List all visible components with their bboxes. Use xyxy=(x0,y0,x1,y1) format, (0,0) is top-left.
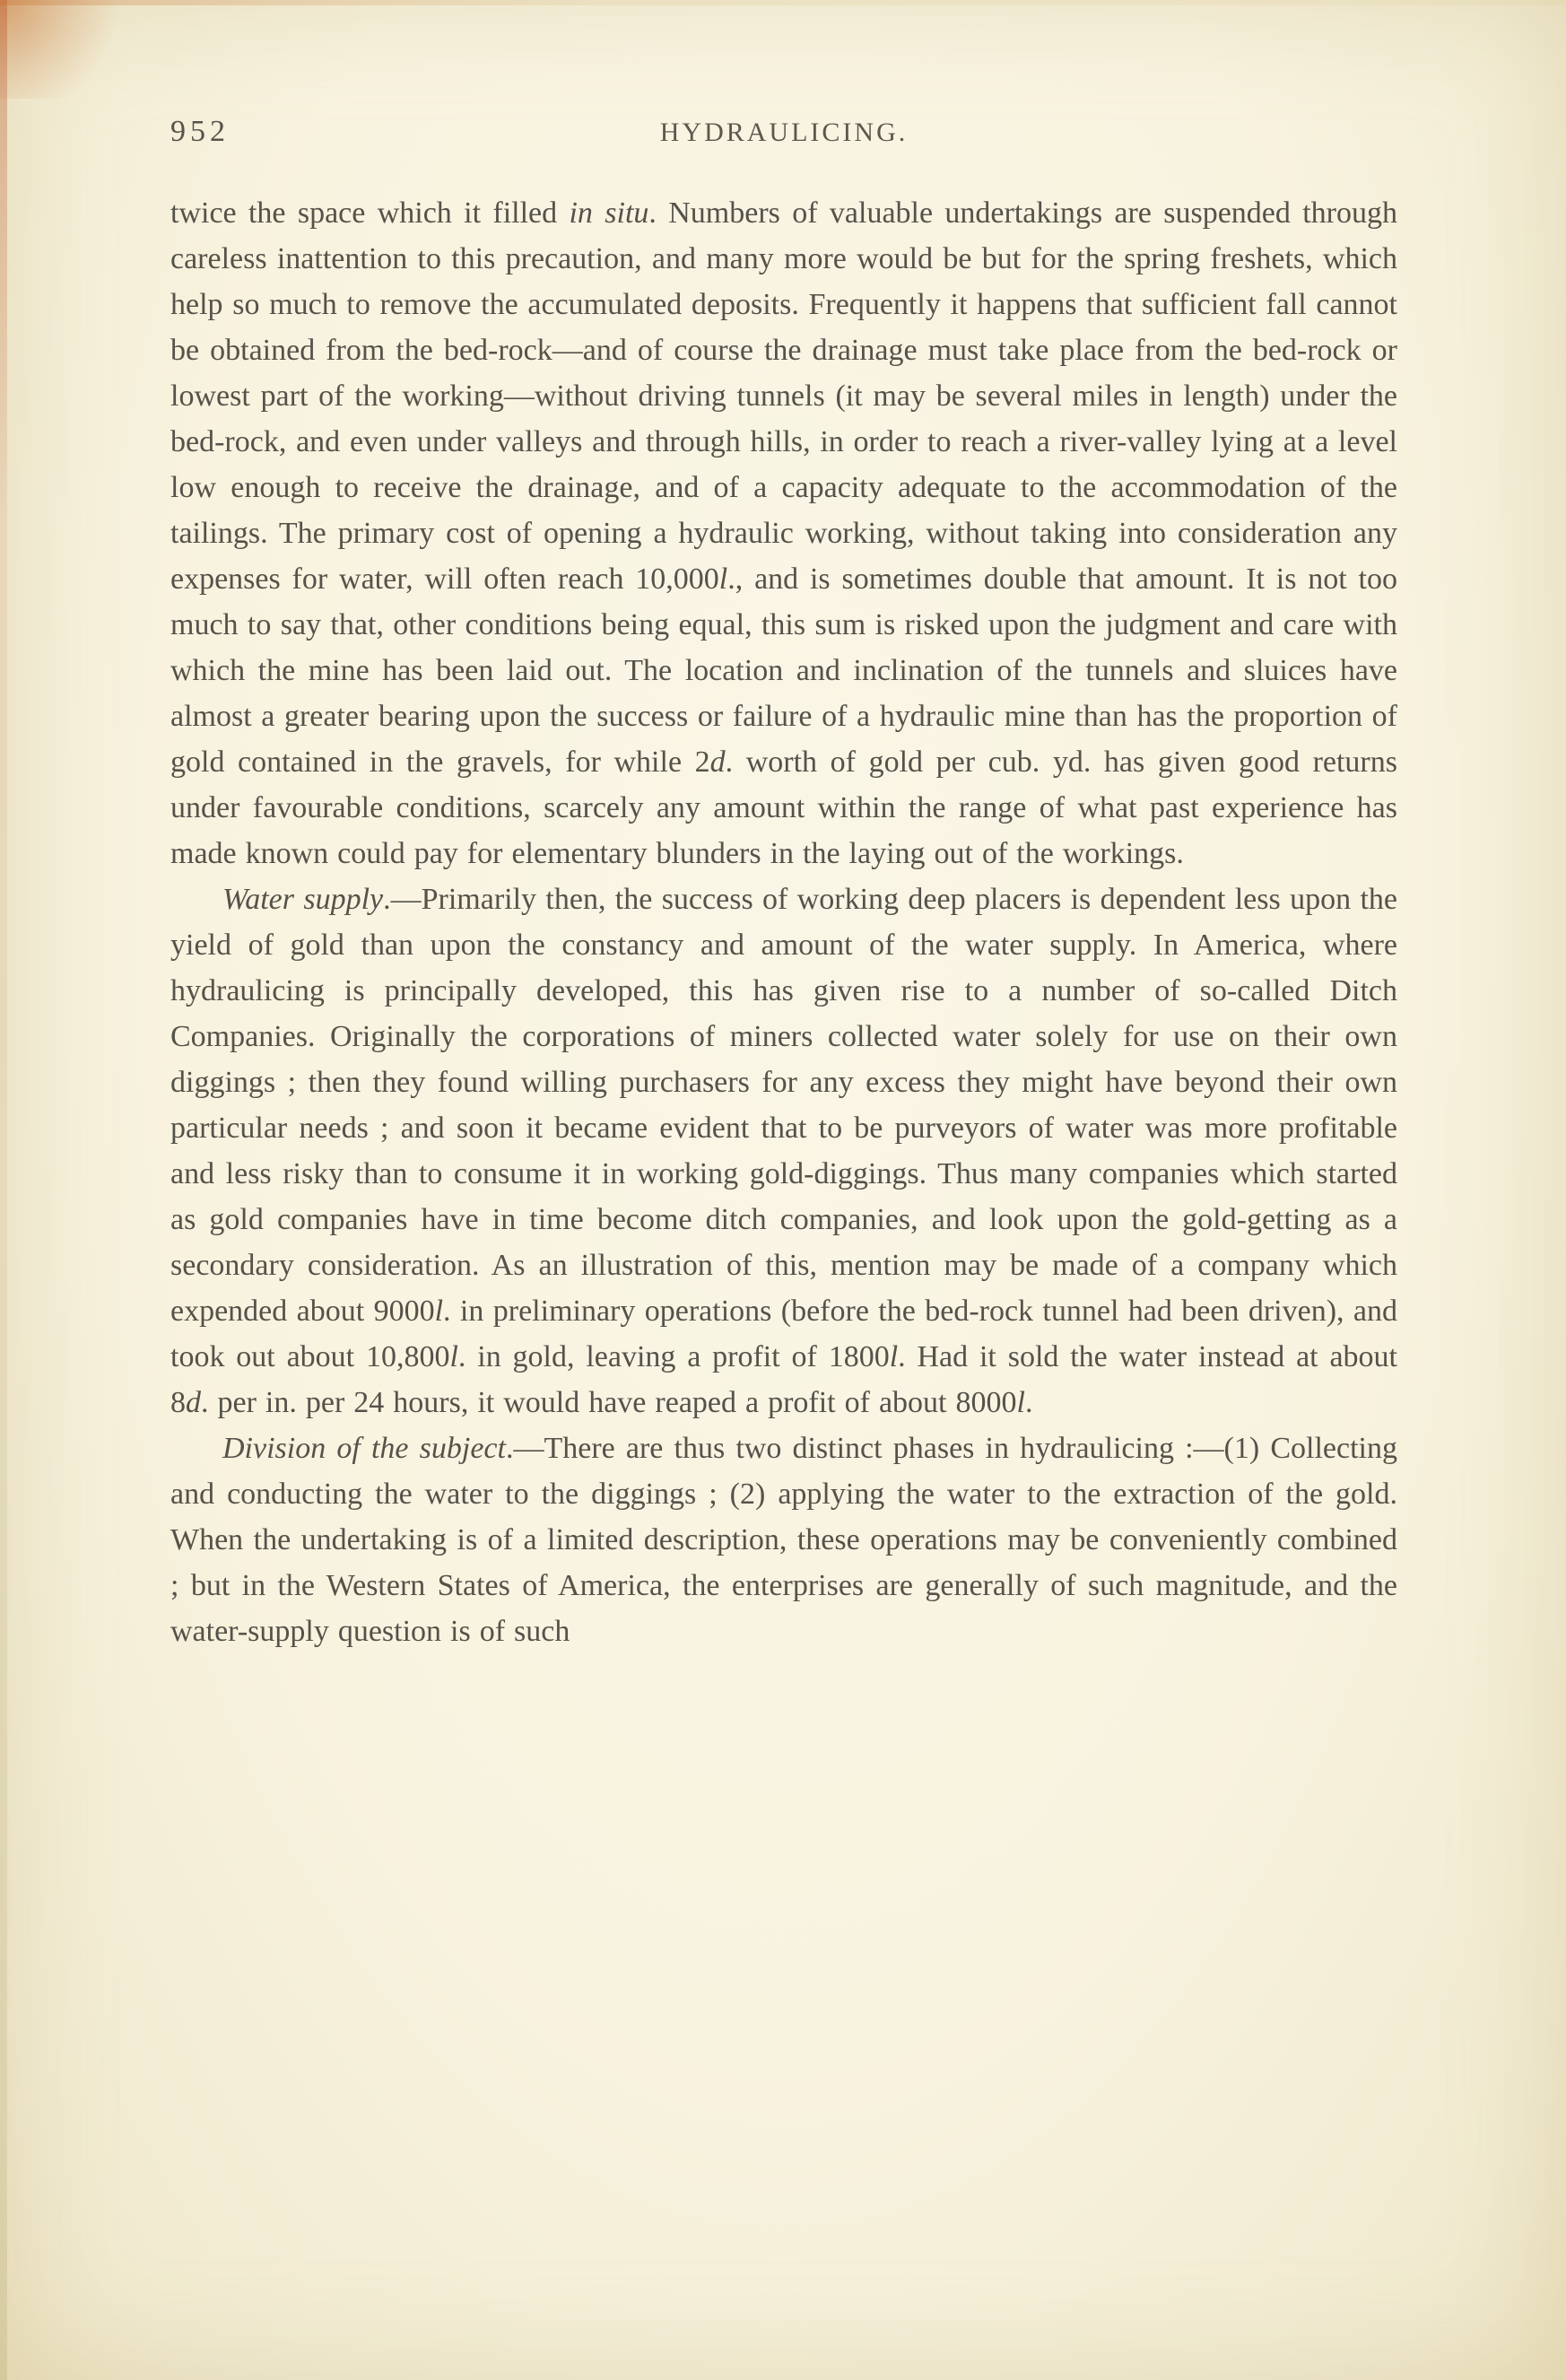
text-run: . xyxy=(1024,1386,1033,1419)
italic-text-run: Water supply xyxy=(222,883,384,916)
paragraph xyxy=(170,1425,1397,1654)
text-run: .—Primarily then, the success of working deep placers is dependent less upon the yield of gold than upon the constancy and amount of the water supply. In America, where hydraulicing is principally developed, this has given rise to a number of so-called Ditch Companies. Originally the corporations of miners collected water solely for use on their own diggings ; then they found willing purchasers for any excess they might have beyond their own particular needs ; and soon it became evident that to be purveyors of water was more profitable and less risky than to consume it in working gold-diggings. Thus many companies which started as gold companies have in time become ditch companies, and look upon the gold-getting as a secondary consideration. As an illustration of this, mention may be made of a company which expended about 9000 xyxy=(170,883,1397,1328)
paragraph xyxy=(170,190,1397,876)
text-run: . in gold, leaving a profit of 1800 xyxy=(457,1340,890,1373)
text-run: ., and is sometimes double that amount. It is not too much to say that, other conditions being equal, this sum is risked upon the judgment and care with which the mine has been laid out. The location and inclination of the tunnels and sluices have almost a greater bearing upon the success or failure of a hydraulic mine than has the proportion of gold contained in the gravels, for while 2 xyxy=(170,562,1397,779)
running-header xyxy=(170,115,1397,149)
italic-text-run: l xyxy=(434,1295,444,1328)
text-block xyxy=(170,190,1397,1654)
italic-text-run: l xyxy=(1016,1386,1025,1419)
italic-text-run: l xyxy=(889,1340,899,1373)
italic-text-run: d xyxy=(186,1386,201,1419)
text-run: . Had it sold the water instead at about 8 xyxy=(170,1340,1398,1419)
text-run: . worth of gold per cub. yd. has given good returns under favourable conditions, scarcely any amount within the range of what past experience has made known could pay for elementary blunders in the laying out of the workings. xyxy=(170,745,1397,870)
text-run: . in preliminary operations (before the bed-rock tunnel had been driven), and took out about 10,800 xyxy=(170,1295,1398,1373)
italic-text-run: l xyxy=(718,562,728,596)
italic-text-run: d xyxy=(709,745,726,779)
paragraph xyxy=(170,876,1397,1425)
italic-text-run: Division of the subject xyxy=(222,1432,506,1465)
italic-text-run: in situ xyxy=(569,196,649,230)
page-number: 952 xyxy=(170,115,230,148)
italic-text-run: l xyxy=(449,1340,458,1373)
text-run: .—There are thus two distinct phases in hydraulicing :—(1) Collecting and conducting the water to the diggings ; (2) applying the water to the extraction of the gold. When the undertaking is of a limited description, these operations may be conveniently combined ; but in the Western States of America, the enterprises are generally of such magnitude, and the water-supply question is of such xyxy=(170,1432,1397,1648)
text-run: . Numbers of valuable undertakings are suspended through careless inattention to this precaution, and many more would be but for the spring freshets, which help so much to remove the accumulated deposits. Frequently it happens that sufficient fall cannot be obtained from the bed-rock—and of course the drainage must take place from the bed-rock or lowest part of the working—without driving tunnels (it may be several miles in length) under the bed-rock, and even under valleys and through hills, in order to reach a river-valley lying at a level low enough to receive the drainage, and of a capacity adequate to the accommodation of the tailings. The primary cost of opening a hydraulic working, without taking into consideration any expenses for water, will often reach 10,000 xyxy=(170,196,1397,596)
text-run: . per in. per 24 hours, it would have reaped a profit of about 8000 xyxy=(201,1386,1017,1419)
text-run: twice the space which it filled xyxy=(170,196,570,230)
running-header-title: HYDRAULICING. xyxy=(659,118,909,147)
